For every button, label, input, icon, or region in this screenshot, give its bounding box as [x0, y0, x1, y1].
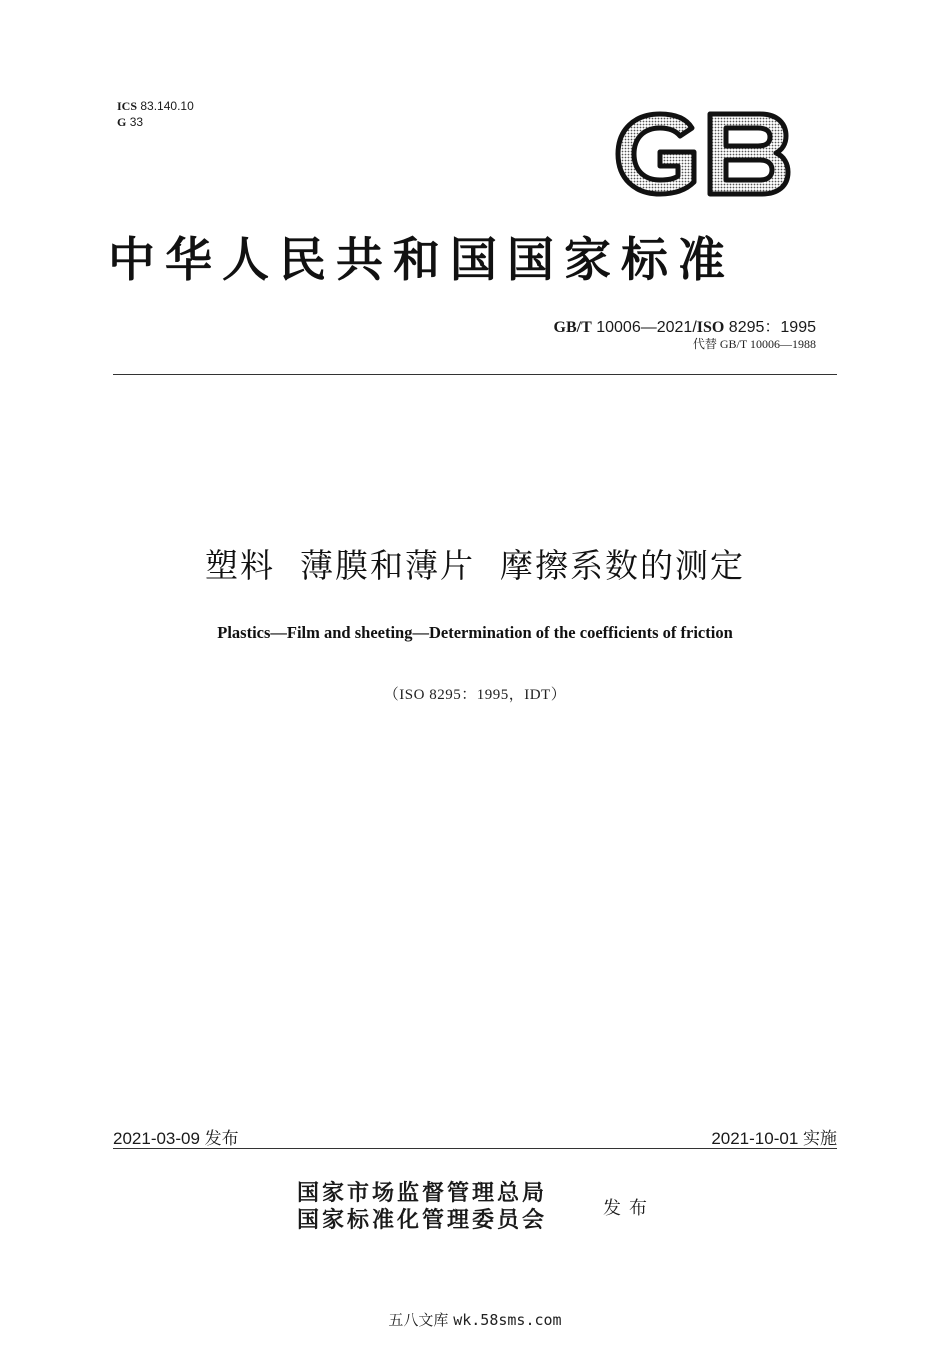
- number-main: 10006—2021/: [596, 319, 697, 336]
- watermark-footer: [0, 1309, 950, 1330]
- standard-number: [554, 314, 816, 337]
- ccs-label: G: [117, 115, 127, 129]
- replaces-note: 代替 GB/T 10006—1988: [692, 337, 816, 351]
- iso-equivalence: （ISO 8295：1995，IDT）: [383, 687, 567, 703]
- ics-line: [117, 98, 194, 114]
- iso-prefix: ISO: [696, 319, 725, 336]
- ics-code: 83.140.10: [140, 99, 194, 113]
- classification-codes: [117, 98, 194, 130]
- english-title: Plastics—Film and sheeting—Determination of the coefficients of friction: [217, 623, 733, 642]
- chinese-title: 塑料 薄膜和薄片 摩擦系数的测定: [205, 546, 745, 585]
- gb-logo: [612, 108, 792, 200]
- issuer-samr: 国家市场监督管理总局: [297, 1180, 548, 1206]
- watermark-url[interactable]: wk.58sms.com: [453, 1311, 562, 1329]
- watermark-site-name: 五八文库: [388, 1311, 449, 1329]
- issuing-authorities: [297, 1180, 547, 1234]
- ics-label: ICS: [117, 99, 138, 113]
- top-divider: [113, 374, 837, 375]
- ccs-code: 33: [129, 115, 144, 129]
- iso-number: 8295：1995: [728, 319, 816, 336]
- issuer-sac: 国家标准化管理委员会: [297, 1207, 548, 1233]
- issue-date: 2021-03-09 发布: [113, 1129, 239, 1148]
- bottom-divider: [113, 1148, 837, 1149]
- number-prefix: GB/T: [553, 319, 592, 336]
- issue-verb: 发布: [603, 1198, 655, 1219]
- ccs-line: [117, 114, 194, 130]
- implementation-date: 2021-10-01 实施: [711, 1129, 837, 1148]
- national-standard-title: 中华人民共和国国家标准: [108, 233, 735, 288]
- gb-logo-text: GB: [612, 108, 614, 109]
